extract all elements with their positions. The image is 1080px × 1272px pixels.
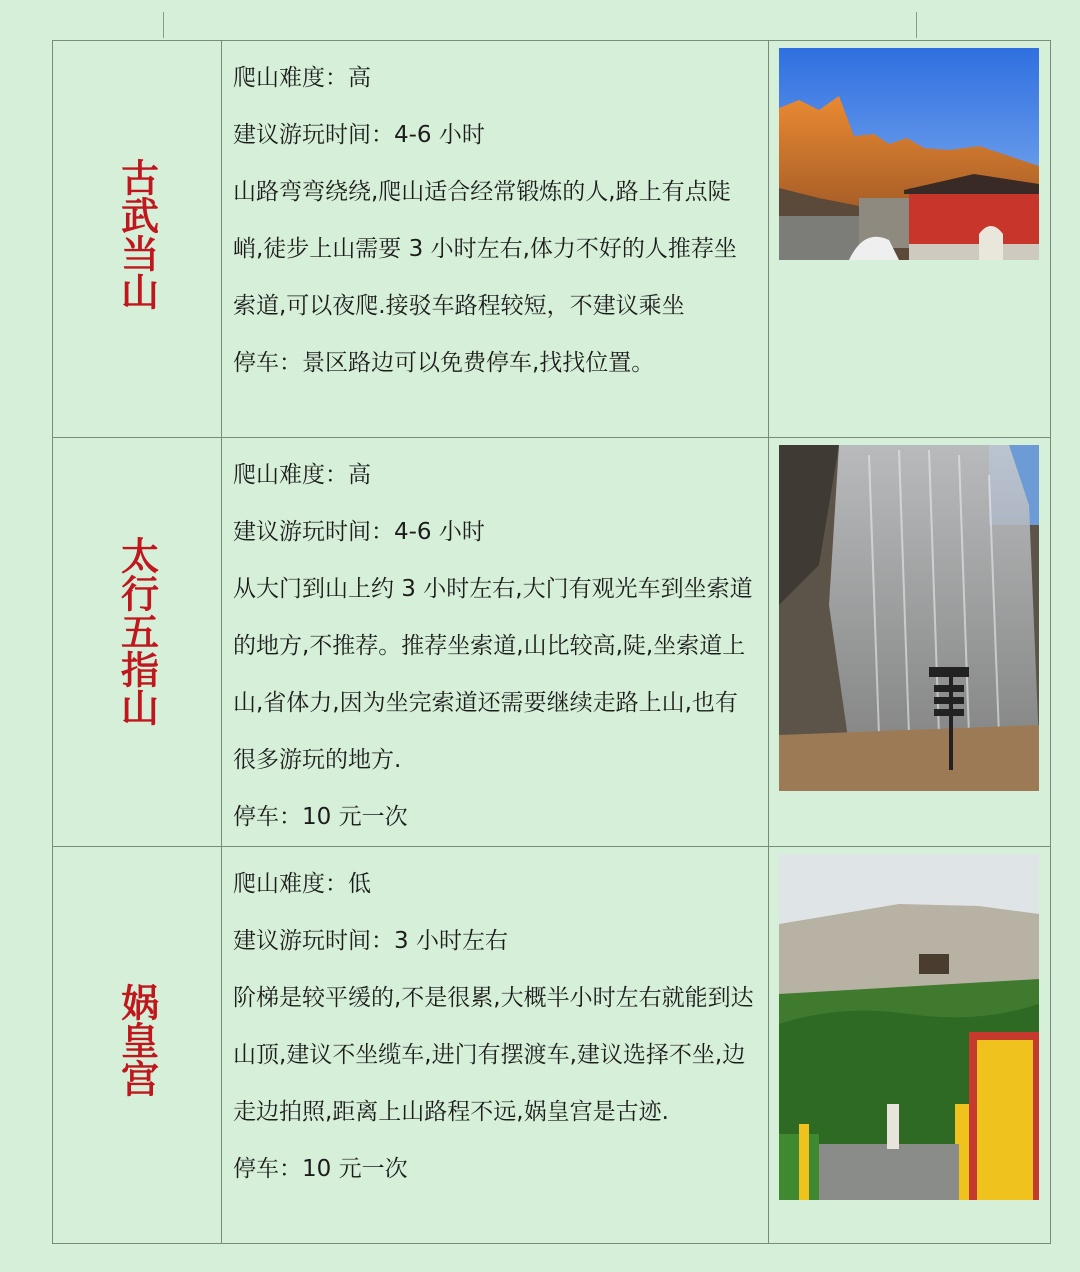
spot-name: 古武当山 — [114, 158, 160, 310]
info-cell — [222, 847, 769, 1244]
description-text: 从大门到山上约 3 小时左右,大门有观光车到坐索道的地方,不推荐。推荐坐索道,山比较高,陡,坐索道上山,省体力,因为坐完索道还需要继续走路上山,也有很多游玩的地方. — [233, 576, 753, 773]
name-cell — [53, 847, 222, 1244]
table-row — [53, 41, 1051, 438]
spot-name: 太行五指山 — [114, 536, 160, 726]
difficulty-text: 爬山难度：高 — [233, 65, 371, 91]
photo-cell — [769, 41, 1051, 438]
parking-text: 停车：10 元一次 — [233, 804, 408, 830]
description-text: 山路弯弯绕绕,爬山适合经常锻炼的人,路上有点陡峭,徒步上山需要 3 小时左右,体力不好的人推荐坐索道,可以夜爬.接驳车路程较短，不建议乘坐 — [233, 179, 737, 319]
table-row — [53, 438, 1051, 847]
difficulty-text: 爬山难度：低 — [233, 871, 371, 897]
duration-text: 建议游玩时间：3 小时左右 — [233, 928, 508, 954]
temple-cliff-photo — [779, 854, 1039, 1200]
divider-tick-right — [916, 12, 917, 38]
duration-text: 建议游玩时间：4-6 小时 — [233, 519, 485, 545]
parking-text: 停车：景区路边可以免费停车,找找位置。 — [233, 350, 655, 376]
description-text: 阶梯是较平缓的,不是很累,大概半小时左右就能到达山顶,建议不坐缆车,进门有摆渡车,建议选择不坐,边走边拍照,距离上山路程不远,娲皇宫是古迹. — [233, 985, 754, 1125]
spots-table — [52, 40, 1051, 1244]
photo-cell — [769, 847, 1051, 1244]
name-cell — [53, 438, 222, 847]
waterfall-photo — [779, 445, 1039, 791]
difficulty-text: 爬山难度：高 — [233, 462, 371, 488]
name-cell — [53, 41, 222, 438]
mountain-gate-photo — [779, 48, 1039, 260]
duration-text: 建议游玩时间：4-6 小时 — [233, 122, 485, 148]
spot-name: 娲皇宫 — [114, 983, 160, 1097]
table-row — [53, 847, 1051, 1244]
info-cell — [222, 41, 769, 438]
photo-cell — [769, 438, 1051, 847]
parking-text: 停车：10 元一次 — [233, 1156, 408, 1182]
info-cell — [222, 438, 769, 847]
divider-tick-left — [163, 12, 164, 38]
